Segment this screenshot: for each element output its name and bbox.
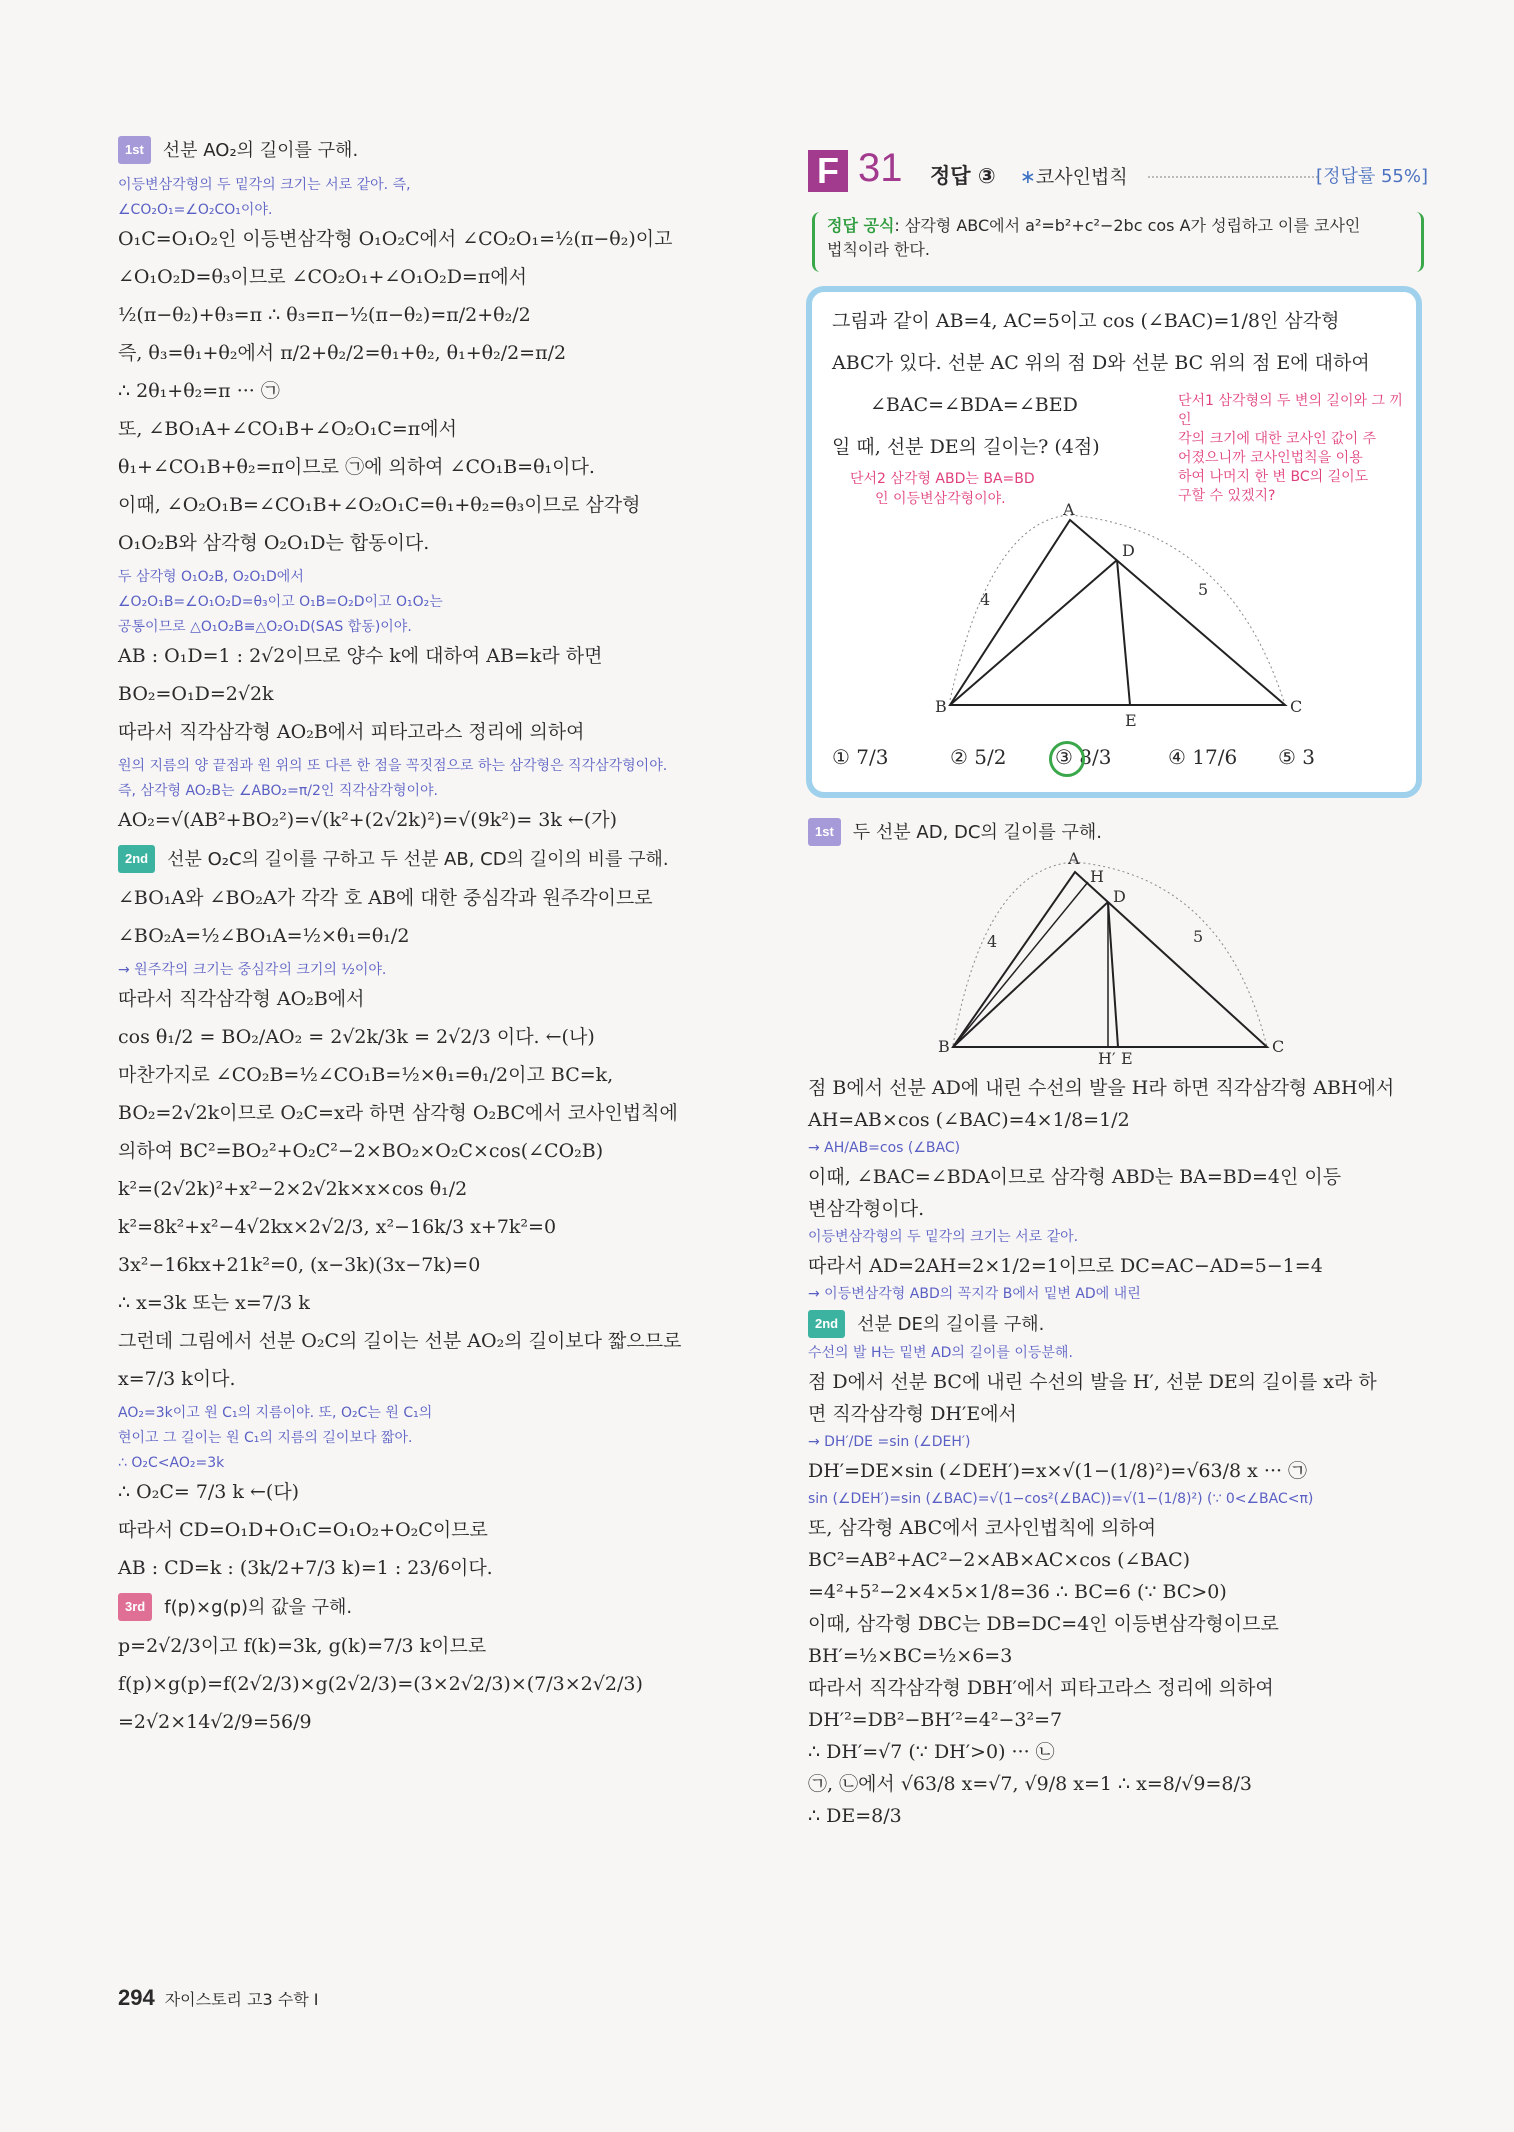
- solution-line: [118, 885, 780, 911]
- annotation-note: [118, 568, 780, 587]
- line-text: ∴ O₂C<AO₂=3k: [118, 1455, 225, 1471]
- line-text: BO₂=O₁D=2√2k: [118, 683, 274, 705]
- topic: [1020, 162, 1128, 189]
- triangle-abc: [953, 872, 1267, 1047]
- line-text: ∴ DE=8/3: [808, 1805, 902, 1827]
- label-b: B: [938, 1037, 950, 1056]
- solution-line: [808, 1771, 1420, 1797]
- solution-line: [118, 807, 780, 833]
- step-badge: 1st: [118, 136, 151, 164]
- line-text: 또, ∠BO₁A+∠CO₁B+∠O₂O₁C=π에서: [118, 418, 457, 440]
- solution-line: [118, 416, 780, 442]
- line-text: 변삼각형이다.: [808, 1198, 925, 1220]
- line-text: AH=AB×cos (∠BAC)=4×1/8=1/2: [808, 1109, 1130, 1131]
- line-text: ∴ x=3k 또는 x=7/3 k: [118, 1292, 310, 1314]
- line-text: BO₂=2√2k이므로 O₂C=x라 하면 삼각형 O₂BC에서 코사인법칙에: [118, 1102, 678, 1124]
- line-text: BC²=AB²+AC²−2×AB×AC×cos (∠BAC): [808, 1549, 1191, 1571]
- solution-line: [118, 1024, 780, 1050]
- line-text: ∴ DH′=√7 (∵ DH′>0) ··· ㉡: [808, 1741, 1055, 1763]
- choice-3-label: ③ 8/3: [1055, 745, 1112, 769]
- line-text: AO₂=√(AB²+BO₂²)=√(k²+(2√2k)²)=√(9k²)= 3k ←(가): [118, 809, 618, 831]
- line-text: 단서1 삼각형의 두 변의 길이와 그 끼인: [1178, 393, 1403, 428]
- label-a: A: [1063, 500, 1075, 519]
- line-text: AO₂=3k이고 원 C₁의 지름이야. 또, O₂C는 원 C₁의: [118, 1405, 433, 1421]
- line-text: 두 삼각형 O₁O₂B, O₂O₁D에서: [118, 569, 304, 585]
- label-d: D: [1113, 887, 1126, 906]
- solution-line: [118, 1176, 780, 1202]
- line-text: 의하여 BC²=BO₂²+O₂C²−2×BO₂×O₂C×cos(∠CO₂B): [118, 1140, 604, 1162]
- label-c: C: [1290, 697, 1303, 716]
- hint-note: [1178, 430, 1410, 449]
- solution-line: [832, 434, 1100, 460]
- step-heading: [118, 136, 780, 164]
- line-text: cos θ₁/2 = BO₂/AO₂ = 2√2k/3k = 2√2/3 이다. ←(나): [118, 1026, 595, 1048]
- solution-line: [118, 1252, 780, 1278]
- solution-line: [808, 1675, 1420, 1701]
- triangle-abc: [950, 520, 1285, 705]
- line-text: 이때, ∠O₂O₁B=∠CO₁B+∠O₂O₁C=θ₁+θ₂=θ₃이므로 삼각형: [118, 494, 641, 516]
- solution-line: [118, 1366, 780, 1392]
- hint-note: [1178, 449, 1410, 468]
- line-text: 인 이등변삼각형이야.: [875, 491, 1006, 507]
- line-text: 또, 삼각형 ABC에서 코사인법칙에 의하여: [808, 1517, 1157, 1539]
- line-text: 선분 AO₂의 길이를 구해.: [162, 140, 359, 161]
- segment-bh: [953, 882, 1088, 1047]
- problem-number: 31: [858, 146, 903, 190]
- solution-line: [808, 1369, 1420, 1395]
- section-letter: F: [808, 150, 848, 192]
- solution-line: [118, 492, 780, 518]
- line-text: x=7/3 k이다.: [118, 1368, 236, 1390]
- solution-line: [118, 302, 780, 328]
- line-text: → AH/AB=cos (∠BAC): [808, 1140, 961, 1156]
- solution-line: [118, 1290, 780, 1316]
- right-column: [808, 818, 1420, 1835]
- solution-line: [118, 923, 780, 949]
- line-text: ∠O₂O₁B=∠O₁O₂D=θ₃이고 O₁B=O₂D이고 O₁O₂는: [118, 594, 443, 610]
- segment-de: [1117, 560, 1130, 705]
- line-text: 단서2 삼각형 ABD는 BA=BD: [850, 471, 1035, 487]
- line-text: 따라서 AD=2AH=2×1/2=1이므로 DC=AC−AD=5−1=4: [808, 1255, 1323, 1277]
- annotation-note: [118, 1404, 780, 1423]
- label-side-ac: 5: [1193, 927, 1204, 946]
- line-text: ∠BO₁A와 ∠BO₂A가 각각 호 AB에 대한 중심각과 원주각이므로: [118, 887, 653, 909]
- star-icon: ∗: [1020, 166, 1036, 188]
- solution-line: [118, 986, 780, 1012]
- line-text: 이때, 삼각형 DBC는 DB=DC=4인 이등변삼각형이므로: [808, 1613, 1279, 1635]
- label-d: D: [1122, 541, 1135, 560]
- solution-line: [118, 719, 780, 745]
- choice-1[interactable]: ① 7/3: [832, 745, 889, 769]
- solution-line: [808, 1196, 1420, 1222]
- solution-line: [118, 1328, 780, 1354]
- line-text: 즉, θ₃=θ₁+θ₂에서 π/2+θ₂/2=θ₁+θ₂, θ₁+θ₂/2=π/2: [118, 342, 567, 364]
- choice-3[interactable]: [1055, 745, 1111, 769]
- line-text: 그림과 같이 AB=4, AC=5이고 cos (∠BAC)=1/8인 삼각형: [832, 310, 1340, 332]
- annotation-note: [808, 1139, 1420, 1158]
- annotation-note: [118, 1454, 780, 1473]
- annotation-note: [808, 1433, 1420, 1452]
- answer-formula-box: [812, 212, 1424, 272]
- line-text: 3x²−16kx+21k²=0, (x−3k)(3x−7k)=0: [118, 1254, 481, 1276]
- line-text: 하여 나머지 한 변 BC의 길이도: [1178, 469, 1369, 485]
- label-side-ac: 5: [1198, 580, 1209, 599]
- solution-line: [808, 1643, 1420, 1669]
- step-heading: [808, 818, 1420, 846]
- formula-line-2: 법칙이라 한다.: [827, 240, 930, 259]
- page-footer: [118, 1985, 319, 2011]
- line-text: 이때, ∠BAC=∠BDA이므로 삼각형 ABD는 BA=BD=4인 이등: [808, 1166, 1342, 1188]
- line-text: DH′²=DB²−BH′²=4²−3²=7: [808, 1709, 1063, 1731]
- solution-line: [832, 350, 1370, 376]
- solution-figure: [935, 852, 1285, 1067]
- annotation-note: [118, 1429, 780, 1448]
- solution-line: [808, 1611, 1420, 1637]
- label-h: H: [1090, 867, 1104, 886]
- line-text: ∠BAC=∠BDA=∠BED: [870, 394, 1078, 416]
- line-text: AB : O₁D=1 : 2√2이므로 양수 k에 대하여 AB=k라 하면: [118, 645, 603, 667]
- line-text: ∠CO₂O₁=∠O₂CO₁이야.: [118, 202, 273, 218]
- line-text: 선분 DE의 길이를 구해.: [857, 1314, 1045, 1335]
- correct-rate: [정답률 55%]: [1316, 166, 1428, 187]
- line-text: 현이고 그 길이는 원 C₁의 지름의 길이보다 짧아.: [118, 1430, 413, 1446]
- hint-note: [1178, 392, 1410, 430]
- solution-line: [118, 1138, 780, 1164]
- problem-header: [808, 146, 1428, 200]
- line-text: ∠BO₂A=½∠BO₁A=½×θ₁=θ₁/2: [118, 925, 410, 947]
- line-text: 어졌으니까 코사인법칙을 이용: [1178, 450, 1363, 466]
- annotation-note: [118, 961, 780, 980]
- arc: [953, 862, 1267, 1047]
- annotation-note: [118, 757, 780, 776]
- line-text: f(p)×g(p)=f(2√2/3)×g(2√2/3)=(3×2√2/3)×(7/3×2√2/3): [118, 1673, 643, 1695]
- solution-line: [118, 1479, 780, 1505]
- line-text: ABC가 있다. 선분 AC 위의 점 D와 선분 BC 위의 점 E에 대하여: [832, 352, 1370, 374]
- line-text: 그런데 그림에서 선분 O₂C의 길이는 선분 AO₂의 길이보다 짧으므로: [118, 1330, 682, 1352]
- line-text: 따라서 직각삼각형 AO₂B에서 피타고라스 정리에 의하여: [118, 721, 585, 743]
- hint-note: [850, 470, 1035, 489]
- solution-line: [118, 1100, 780, 1126]
- line-text: 공통이므로 △O₁O₂B≡△O₂O₁D(SAS 합동)이야.: [118, 619, 412, 635]
- solution-line: [808, 1253, 1420, 1279]
- choice-5[interactable]: ⑤ 3: [1278, 745, 1316, 769]
- solution-line: [808, 1401, 1420, 1427]
- annotation-note: [118, 782, 780, 801]
- solution-line: [808, 1739, 1420, 1765]
- solution-line: [118, 530, 780, 556]
- label-b: B: [935, 697, 947, 716]
- line-text: AB : CD=k : (3k/2+7/3 k)=1 : 23/6이다.: [118, 1557, 493, 1579]
- dotted-leader: [1148, 176, 1318, 178]
- label-h-prime: H′: [1098, 1049, 1116, 1067]
- line-text: =4²+5²−2×4×5×1/8=36 ∴ BC=6 (∵ BC>0): [808, 1581, 1227, 1603]
- label-e: E: [1125, 711, 1137, 730]
- line-text: 각의 크기에 대한 코사인 값이 주: [1178, 431, 1377, 447]
- segment-bd: [950, 560, 1117, 705]
- segment-de: [1108, 902, 1118, 1047]
- formula-label: 정답 공식: [827, 216, 895, 235]
- line-text: 즉, 삼각형 AO₂B는 ∠ABO₂=π/2인 직각삼각형이야.: [118, 783, 438, 799]
- line-text: ∴ O₂C= 7/3 k ←(다): [118, 1481, 300, 1503]
- step-heading: [118, 1593, 780, 1621]
- solution-line: [808, 1075, 1420, 1101]
- solution-line: [808, 1547, 1420, 1573]
- solution-line: [808, 1803, 1420, 1829]
- line-text: 점 B에서 선분 AD에 내린 수선의 발을 H라 하면 직각삼각형 ABH에서: [808, 1077, 1395, 1099]
- line-text: θ₁+∠CO₁B+θ₂=π이므로 ㉠에 의하여 ∠CO₁B=θ₁이다.: [118, 456, 595, 478]
- solution-line: [118, 1709, 780, 1735]
- topic-label: 코사인법칙: [1035, 166, 1128, 188]
- line-text: DH′=DE×sin (∠DEH′)=x×√(1−(1/8)²)=√63/8 x ··· ㉠: [808, 1460, 1308, 1482]
- selected-mark: [1049, 741, 1085, 777]
- annotation-note: [808, 1490, 1420, 1509]
- solution-line: [808, 1515, 1420, 1541]
- left-column: [118, 136, 780, 1747]
- line-text: k²=(2√2k)²+x²−2×2√2k×x×cos θ₁/2: [118, 1178, 468, 1200]
- choice-2[interactable]: ② 5/2: [950, 745, 1007, 769]
- annotation-note: [118, 201, 780, 220]
- solution-line: [118, 340, 780, 366]
- annotation-note: [808, 1285, 1420, 1304]
- line-text: 일 때, 선분 DE의 길이는? (4점): [832, 436, 1100, 458]
- solution-line: [870, 392, 1078, 418]
- problem-figure: [930, 500, 1310, 730]
- solution-line: [118, 1555, 780, 1581]
- book-title: 자이스토리 고3 수학 Ⅰ: [164, 1990, 319, 2009]
- step-badge: 2nd: [118, 845, 155, 873]
- solution-line: [118, 1517, 780, 1543]
- line-text: 마찬가지로 ∠CO₂B=½∠CO₁B=½×θ₁=θ₁/2이고 BC=k,: [118, 1064, 614, 1086]
- step-heading: [118, 845, 780, 873]
- annotation-note: [118, 176, 780, 195]
- line-text: 구할 수 있겠지?: [1178, 488, 1276, 504]
- solution-line: [808, 1707, 1420, 1733]
- step-heading: [808, 1310, 1420, 1338]
- arc: [950, 515, 1285, 705]
- hint-note: [1178, 468, 1410, 487]
- solution-line: [808, 1107, 1420, 1133]
- formula-line-1: : 삼각형 ABC에서 a²=b²+c²−2bc cos A가 성립하고 이를 코사인: [894, 216, 1361, 235]
- line-text: 선분 O₂C의 길이를 구하고 두 선분 AB, CD의 길이의 비를 구해.: [167, 849, 669, 870]
- solution-line: [118, 378, 780, 404]
- line-text: 점 D에서 선분 BC에 내린 수선의 발을 H′, 선분 DE의 길이를 x라 하: [808, 1371, 1377, 1393]
- annotation-note: [808, 1228, 1420, 1247]
- solution-line: [118, 643, 780, 669]
- line-text: 수선의 발 H는 밑변 AD의 길이를 이등분해.: [808, 1345, 1073, 1361]
- line-text: ∴ 2θ₁+θ₂=π ··· ㉠: [118, 380, 280, 402]
- solution-line: [832, 308, 1339, 334]
- solution-line: [118, 1062, 780, 1088]
- annotation-note: [118, 618, 780, 637]
- line-text: ½(π−θ₂)+θ₃=π ∴ θ₃=π−½(π−θ₂)=π/2+θ₂/2: [118, 304, 531, 326]
- line-text: 두 선분 AD, DC의 길이를 구해.: [852, 822, 1102, 843]
- label-c: C: [1272, 1037, 1285, 1056]
- step-badge: 3rd: [118, 1593, 152, 1621]
- line-text: 따라서 CD=O₁D+O₁C=O₁O₂+O₂C이므로: [118, 1519, 488, 1541]
- page-number: 294: [118, 1985, 155, 2010]
- line-text: O₁O₂B와 삼각형 O₂O₁D는 합동이다.: [118, 532, 430, 554]
- label-e: E: [1121, 1049, 1133, 1067]
- line-text: 면 직각삼각형 DH′E에서: [808, 1403, 1017, 1425]
- line-text: 따라서 직각삼각형 DBH′에서 피타고라스 정리에 의하여: [808, 1677, 1274, 1699]
- label-side-ab: 4: [987, 932, 998, 951]
- line-text: 따라서 직각삼각형 AO₂B에서: [118, 988, 365, 1010]
- line-text: BH′=½×BC=½×6=3: [808, 1645, 1013, 1667]
- solution-line: [118, 1633, 780, 1659]
- line-text: p=2√2/3이고 f(k)=3k, g(k)=7/3 k이므로: [118, 1635, 487, 1657]
- step-badge: 2nd: [808, 1310, 845, 1338]
- segment-bd: [953, 902, 1108, 1047]
- solution-line: [118, 226, 780, 252]
- label-side-ab: 4: [980, 590, 991, 609]
- line-text: =2√2×14√2/9=56/9: [118, 1711, 312, 1733]
- solution-line: [118, 1671, 780, 1697]
- line-text: ∠O₁O₂D=θ₃이므로 ∠CO₂O₁+∠O₁O₂D=π에서: [118, 266, 528, 288]
- line-text: 이등변삼각형의 두 밑각의 크기는 서로 같아. 즉,: [118, 177, 411, 193]
- line-text: sin (∠DEH′)=sin (∠BAC)=√(1−cos²(∠BAC))=√(1−(1/8)²) (∵ 0<∠BAC<π): [808, 1491, 1314, 1507]
- answer-label: 정답 ③: [930, 164, 996, 188]
- choice-4[interactable]: ④ 17/6: [1168, 745, 1238, 769]
- annotation-note: [118, 593, 780, 612]
- label-a: A: [1068, 852, 1080, 868]
- solution-line: [808, 1579, 1420, 1605]
- step-badge: 1st: [808, 818, 841, 846]
- line-text: 이등변삼각형의 두 밑각의 크기는 서로 같아.: [808, 1229, 1079, 1245]
- line-text: f(p)×g(p)의 값을 구해.: [164, 1597, 353, 1618]
- solution-line: [118, 1214, 780, 1240]
- solution-line: [118, 264, 780, 290]
- line-text: → DH′/DE =sin (∠DEH′): [808, 1434, 971, 1450]
- solution-line: [118, 681, 780, 707]
- hint-1-notes: [1178, 392, 1410, 506]
- line-text: ㉠, ㉡에서 √63/8 x=√7, √9/8 x=1 ∴ x=8/√9=8/3: [808, 1773, 1252, 1795]
- line-text: → 이등변삼각형 ABD의 꼭지각 B에서 밑변 AD에 내린: [808, 1286, 1141, 1302]
- solution-line: [808, 1458, 1420, 1484]
- solution-line: [118, 454, 780, 480]
- solution-line: [808, 1164, 1420, 1190]
- line-text: 원의 지름의 양 끝점과 원 위의 또 다른 한 점을 꼭짓점으로 하는 삼각형은 직각삼각형이야.: [118, 758, 668, 774]
- line-text: → 원주각의 크기는 중심각의 크기의 ½이야.: [118, 962, 387, 978]
- line-text: k²=8k²+x²−4√2kx×2√2/3, x²−16k/3 x+7k²=0: [118, 1216, 557, 1238]
- annotation-note: [808, 1344, 1420, 1363]
- line-text: O₁C=O₁O₂인 이등변삼각형 O₁O₂C에서 ∠CO₂O₁=½(π−θ₂)이고: [118, 228, 673, 250]
